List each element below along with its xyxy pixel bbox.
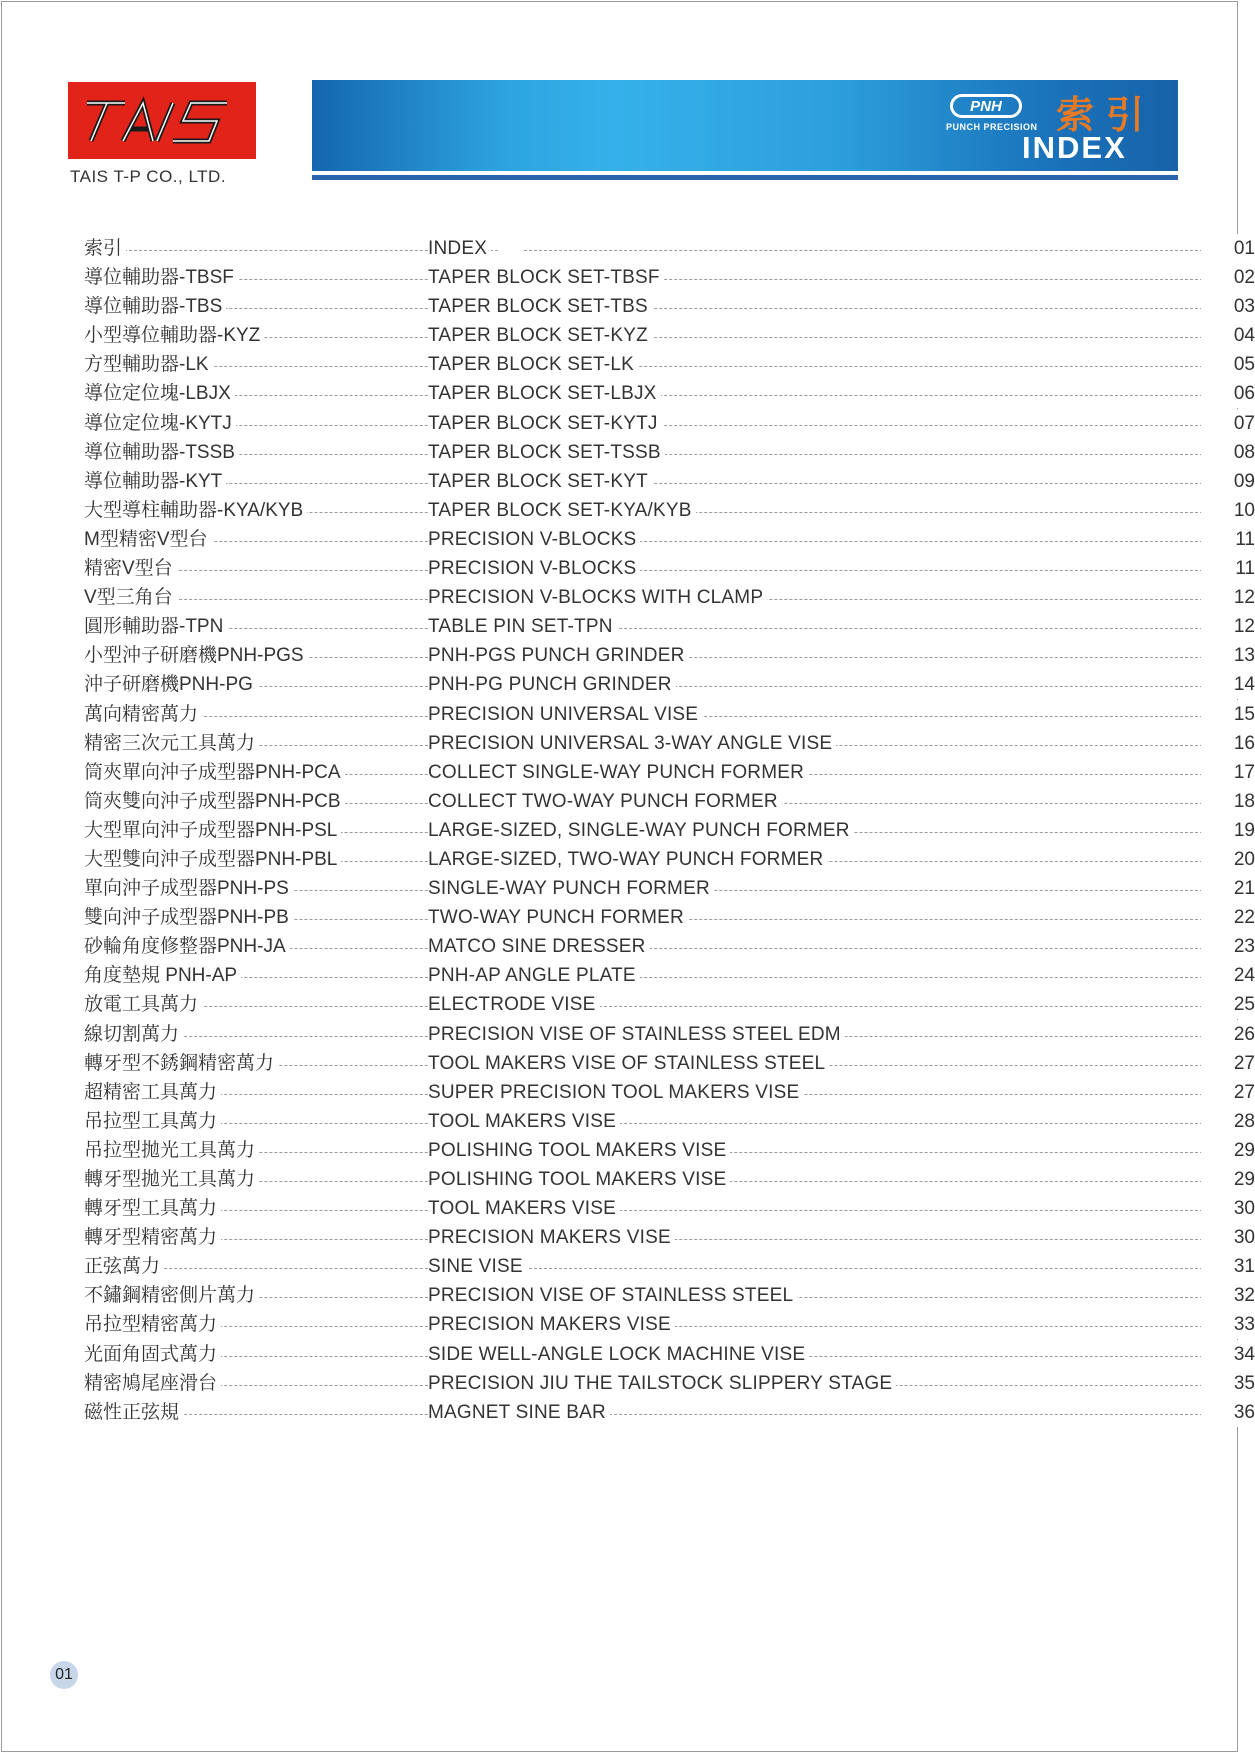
entry-title-cn: 小型沖子研磨機PNH-PGS bbox=[84, 641, 308, 670]
pnh-logo-badge: PNH bbox=[950, 94, 1022, 118]
entry-title-en: PRECISION VISE OF STAINLESS STEEL EDM bbox=[428, 1020, 845, 1049]
entry-title-en: LARGE-SIZED, TWO-WAY PUNCH FORMER bbox=[428, 845, 827, 874]
entry-page-number: 16 bbox=[1201, 729, 1255, 758]
leader-dots bbox=[524, 1268, 1218, 1269]
company-name: TAIS T-P CO., LTD. bbox=[70, 167, 227, 186]
entry-title-cn: 導位輔助器-TBSF bbox=[84, 263, 238, 292]
entry-title-en: TOOL MAKERS VISE bbox=[428, 1107, 620, 1136]
entry-page-number: 29 bbox=[1201, 1136, 1255, 1165]
entry-title-en: TAPER BLOCK SET-TBSF bbox=[428, 263, 664, 292]
entry-page-number: 24 bbox=[1201, 961, 1255, 990]
tais-logo-mark-icon bbox=[77, 91, 247, 151]
entry-page-number: 07 bbox=[1201, 409, 1255, 438]
entry-page-number: 19 bbox=[1201, 816, 1255, 845]
entry-page-number: 11 bbox=[1201, 554, 1255, 583]
pnh-subtitle: PUNCH PRECISION bbox=[946, 122, 1038, 132]
entry-page-number: 18 bbox=[1201, 787, 1255, 816]
entry-title-en: PNH-PG PUNCH GRINDER bbox=[428, 670, 676, 699]
entry-page-number: 12 bbox=[1201, 612, 1255, 641]
entry-title-cn: 放電工具萬力 bbox=[84, 990, 202, 1019]
entry-page-number: 34 bbox=[1201, 1340, 1255, 1369]
entry-title-cn: 光面角固式萬力 bbox=[84, 1340, 221, 1369]
entry-title-en: TWO-WAY PUNCH FORMER bbox=[428, 903, 688, 932]
index-entry[interactable] bbox=[84, 932, 1255, 961]
entry-title-en: SINE VISE bbox=[428, 1252, 527, 1281]
entry-title-en: INDEX bbox=[428, 234, 491, 263]
entry-page-number: 05 bbox=[1201, 350, 1255, 379]
index-entry[interactable] bbox=[84, 1078, 1255, 1107]
page-number: 01 bbox=[50, 1661, 78, 1689]
index-entry[interactable] bbox=[84, 467, 1255, 496]
entry-page-number: 20 bbox=[1201, 845, 1255, 874]
index-entry[interactable] bbox=[84, 350, 1255, 379]
tais-logo bbox=[68, 82, 256, 159]
entry-title-cn: 筒夾雙向沖子成型器PNH-PCB bbox=[84, 787, 345, 816]
entry-page-number: 17 bbox=[1201, 758, 1255, 787]
entry-title-en: PRECISION MAKERS VISE bbox=[428, 1223, 675, 1252]
entry-page-number: 06 bbox=[1201, 379, 1255, 408]
index-entry[interactable] bbox=[84, 903, 1255, 932]
entry-title-cn: 導位輔助器-KYT bbox=[84, 467, 226, 496]
entry-title-cn: 角度墊規 PNH-AP bbox=[84, 961, 241, 990]
entry-title-cn: 砂輪角度修整器PNH-JA bbox=[84, 932, 290, 961]
entry-page-number: 09 bbox=[1201, 467, 1255, 496]
entry-title-cn: 轉牙型拋光工具萬力 bbox=[84, 1165, 259, 1194]
entry-title-en: PRECISION V-BLOCKS bbox=[428, 525, 640, 554]
entry-title-en: PRECISION VISE OF STAINLESS STEEL bbox=[428, 1281, 797, 1310]
index-entry[interactable] bbox=[84, 1107, 1255, 1136]
index-entry[interactable] bbox=[84, 729, 1255, 758]
entry-page-number: 33 bbox=[1201, 1310, 1255, 1339]
index-entry[interactable] bbox=[84, 1165, 1255, 1194]
entry-title-cn: 沖子研磨機PNH-PG bbox=[84, 670, 257, 699]
index-entry[interactable] bbox=[84, 758, 1255, 787]
entry-page-number: 23 bbox=[1201, 932, 1255, 961]
index-entry[interactable] bbox=[84, 612, 1255, 641]
entry-title-cn: 磁性正弦規 bbox=[84, 1398, 183, 1427]
entry-title-cn: 索引 bbox=[84, 234, 126, 263]
entry-title-cn: 吊拉型拋光工具萬力 bbox=[84, 1136, 259, 1165]
entry-title-cn: 導位定位塊-LBJX bbox=[84, 379, 235, 408]
entry-page-number: 25 bbox=[1201, 990, 1255, 1019]
entry-title-cn: 小型導位輔助器-KYZ bbox=[84, 321, 264, 350]
entry-title-en: TAPER BLOCK SET-LBJX bbox=[428, 379, 661, 408]
leader-dots bbox=[524, 628, 1218, 629]
entry-page-number: 26 bbox=[1201, 1020, 1255, 1049]
entry-title-cn: 超精密工具萬力 bbox=[84, 1078, 221, 1107]
entry-title-cn: 導位輔助器-TBS bbox=[84, 292, 226, 321]
entry-title-en: PNH-PGS PUNCH GRINDER bbox=[428, 641, 689, 670]
entry-title-cn: 精密鳩尾座滑台 bbox=[84, 1369, 221, 1398]
index-entry[interactable] bbox=[84, 263, 1255, 292]
entry-title-en: TAPER BLOCK SET-KYA/KYB bbox=[428, 496, 696, 525]
entry-page-number: 30 bbox=[1201, 1223, 1255, 1252]
index-entry[interactable] bbox=[84, 990, 1255, 1019]
entry-title-en: TOOL MAKERS VISE bbox=[428, 1194, 620, 1223]
entry-page-number: 14 bbox=[1201, 670, 1255, 699]
index-entry[interactable] bbox=[84, 409, 1255, 438]
entry-title-cn: 方型輔助器-LK bbox=[84, 350, 213, 379]
entry-title-cn: 萬向精密萬力 bbox=[84, 700, 202, 729]
entry-page-number: 30 bbox=[1201, 1194, 1255, 1223]
entry-page-number: 08 bbox=[1201, 438, 1255, 467]
index-entry[interactable] bbox=[84, 670, 1255, 699]
entry-page-number: 13 bbox=[1201, 641, 1255, 670]
entry-title-en: ELECTRODE VISE bbox=[428, 990, 600, 1019]
entry-title-cn: 正弦萬力 bbox=[84, 1252, 164, 1281]
banner-title-cn: 索引 bbox=[1056, 92, 1157, 137]
banner-underline bbox=[312, 175, 1178, 180]
entry-page-number: 10 bbox=[1201, 496, 1255, 525]
entry-title-cn: 轉牙型精密萬力 bbox=[84, 1223, 221, 1252]
entry-title-en: PRECISION UNIVERSAL VISE bbox=[428, 700, 702, 729]
entry-title-en: PRECISION MAKERS VISE bbox=[428, 1310, 675, 1339]
index-entry[interactable] bbox=[84, 321, 1255, 350]
index-entry[interactable] bbox=[84, 816, 1255, 845]
entry-title-cn: 吊拉型精密萬力 bbox=[84, 1310, 221, 1339]
entry-page-number: 04 bbox=[1201, 321, 1255, 350]
entry-title-en: SIDE WELL-ANGLE LOCK MACHINE VISE bbox=[428, 1340, 809, 1369]
entry-page-number: 27 bbox=[1201, 1049, 1255, 1078]
entry-page-number: 12 bbox=[1201, 583, 1255, 612]
entry-title-en: PRECISION JIU THE TAILSTOCK SLIPPERY STAGE bbox=[428, 1369, 896, 1398]
entry-title-en: SINGLE-WAY PUNCH FORMER bbox=[428, 874, 714, 903]
entry-title-cn: 轉牙型工具萬力 bbox=[84, 1194, 221, 1223]
leader-dots bbox=[524, 1006, 1218, 1007]
entry-title-cn: 導位輔助器-TSSB bbox=[84, 438, 239, 467]
entry-title-cn: 不鏽鋼精密側片萬力 bbox=[84, 1281, 259, 1310]
index-entry[interactable] bbox=[84, 700, 1255, 729]
entry-title-cn: 精密三次元工具萬力 bbox=[84, 729, 259, 758]
index-entry[interactable] bbox=[84, 1194, 1255, 1223]
index-entry[interactable] bbox=[84, 234, 1255, 263]
index-entry[interactable] bbox=[84, 583, 1255, 612]
entry-page-number: 02 bbox=[1201, 263, 1255, 292]
index-entry[interactable] bbox=[84, 1049, 1255, 1078]
entry-page-number: 11 bbox=[1201, 525, 1255, 554]
entry-page-number: 29 bbox=[1201, 1165, 1255, 1194]
entry-title-cn: M型精密V型台 bbox=[84, 525, 212, 554]
index-entry[interactable] bbox=[84, 438, 1255, 467]
entry-title-cn: 導位定位塊-KYTJ bbox=[84, 409, 236, 438]
index-entry[interactable] bbox=[84, 845, 1255, 874]
entry-page-number: 03 bbox=[1201, 292, 1255, 321]
entry-title-en: MAGNET SINE BAR bbox=[428, 1398, 610, 1427]
index-entry[interactable] bbox=[84, 1369, 1255, 1398]
index-entry[interactable] bbox=[84, 874, 1255, 903]
index-entry[interactable] bbox=[84, 525, 1255, 554]
entry-title-en: SUPER PRECISION TOOL MAKERS VISE bbox=[428, 1078, 803, 1107]
entry-title-cn: 單向沖子成型器PNH-PS bbox=[84, 874, 293, 903]
index-entry[interactable] bbox=[84, 1281, 1255, 1310]
entry-page-number: 32 bbox=[1201, 1281, 1255, 1310]
index-entry[interactable] bbox=[84, 1252, 1255, 1281]
entry-title-cn: 雙向沖子成型器PNH-PB bbox=[84, 903, 293, 932]
entry-page-number: 35 bbox=[1201, 1369, 1255, 1398]
entry-title-en: TAPER BLOCK SET-TSSB bbox=[428, 438, 665, 467]
entry-page-number: 28 bbox=[1201, 1107, 1255, 1136]
entry-title-cn: 大型單向沖子成型器PNH-PSL bbox=[84, 816, 341, 845]
index-entry[interactable] bbox=[84, 292, 1255, 321]
entry-title-cn: V型三角台 bbox=[84, 583, 177, 612]
index-entry[interactable] bbox=[84, 554, 1255, 583]
entry-title-cn: 大型導柱輔助器-KYA/KYB bbox=[84, 496, 307, 525]
entry-title-en: POLISHING TOOL MAKERS VISE bbox=[428, 1165, 730, 1194]
entry-page-number: 22 bbox=[1201, 903, 1255, 932]
index-entry[interactable] bbox=[84, 1340, 1255, 1369]
index-entry[interactable] bbox=[84, 379, 1255, 408]
entry-title-cn: 吊拉型工具萬力 bbox=[84, 1107, 221, 1136]
entry-title-cn: 圓形輔助器-TPN bbox=[84, 612, 227, 641]
index-entry[interactable] bbox=[84, 1398, 1255, 1427]
leader-dots bbox=[524, 1210, 1218, 1211]
entry-title-en: LARGE-SIZED, SINGLE-WAY PUNCH FORMER bbox=[428, 816, 854, 845]
entry-title-en: TOOL MAKERS VISE OF STAINLESS STEEL bbox=[428, 1049, 829, 1078]
entry-title-en: MATCO SINE DRESSER bbox=[428, 932, 650, 961]
entry-title-en: TAPER BLOCK SET-KYT bbox=[428, 467, 652, 496]
index-entry[interactable] bbox=[84, 1310, 1255, 1339]
entry-title-cn: 大型雙向沖子成型器PNH-PBL bbox=[84, 845, 341, 874]
entry-title-cn: 線切割萬力 bbox=[84, 1020, 183, 1049]
entry-page-number: 31 bbox=[1201, 1252, 1255, 1281]
entry-title-en: TAPER BLOCK SET-KYTJ bbox=[428, 409, 662, 438]
index-entry[interactable] bbox=[84, 787, 1255, 816]
entry-page-number: 21 bbox=[1201, 874, 1255, 903]
entry-page-number: 27 bbox=[1201, 1078, 1255, 1107]
entry-page-number: 36 bbox=[1201, 1398, 1255, 1427]
entry-title-en: PRECISION V-BLOCKS WITH CLAMP bbox=[428, 583, 767, 612]
entry-title-cn: 精密V型台 bbox=[84, 554, 177, 583]
entry-title-cn: 轉牙型不銹鋼精密萬力 bbox=[84, 1049, 278, 1078]
index-entry[interactable] bbox=[84, 1020, 1255, 1049]
leader-dots bbox=[524, 250, 1218, 251]
index-entry[interactable] bbox=[84, 961, 1255, 990]
entry-title-en: TAPER BLOCK SET-TBS bbox=[428, 292, 652, 321]
entry-title-en: POLISHING TOOL MAKERS VISE bbox=[428, 1136, 730, 1165]
banner-title-en: INDEX bbox=[1022, 130, 1127, 165]
entry-title-en: TAPER BLOCK SET-KYZ bbox=[428, 321, 652, 350]
leader-dots bbox=[524, 1123, 1218, 1124]
index-list bbox=[84, 234, 1255, 1427]
entry-title-en: PNH-AP ANGLE PLATE bbox=[428, 961, 640, 990]
entry-title-en: COLLECT TWO-WAY PUNCH FORMER bbox=[428, 787, 782, 816]
index-entry[interactable] bbox=[84, 641, 1255, 670]
leader-dots bbox=[524, 1414, 1218, 1415]
entry-title-en: PRECISION UNIVERSAL 3-WAY ANGLE VISE bbox=[428, 729, 836, 758]
index-entry[interactable] bbox=[84, 1223, 1255, 1252]
entry-page-number: 01 bbox=[1201, 234, 1255, 263]
entry-title-cn: 筒夾單向沖子成型器PNH-PCA bbox=[84, 758, 345, 787]
index-entry[interactable] bbox=[84, 496, 1255, 525]
index-entry[interactable] bbox=[84, 1136, 1255, 1165]
entry-title-en: COLLECT SINGLE-WAY PUNCH FORMER bbox=[428, 758, 808, 787]
entry-page-number: 15 bbox=[1201, 700, 1255, 729]
entry-title-en: PRECISION V-BLOCKS bbox=[428, 554, 640, 583]
entry-title-en: TABLE PIN SET-TPN bbox=[428, 612, 617, 641]
entry-title-en: TAPER BLOCK SET-LK bbox=[428, 350, 638, 379]
